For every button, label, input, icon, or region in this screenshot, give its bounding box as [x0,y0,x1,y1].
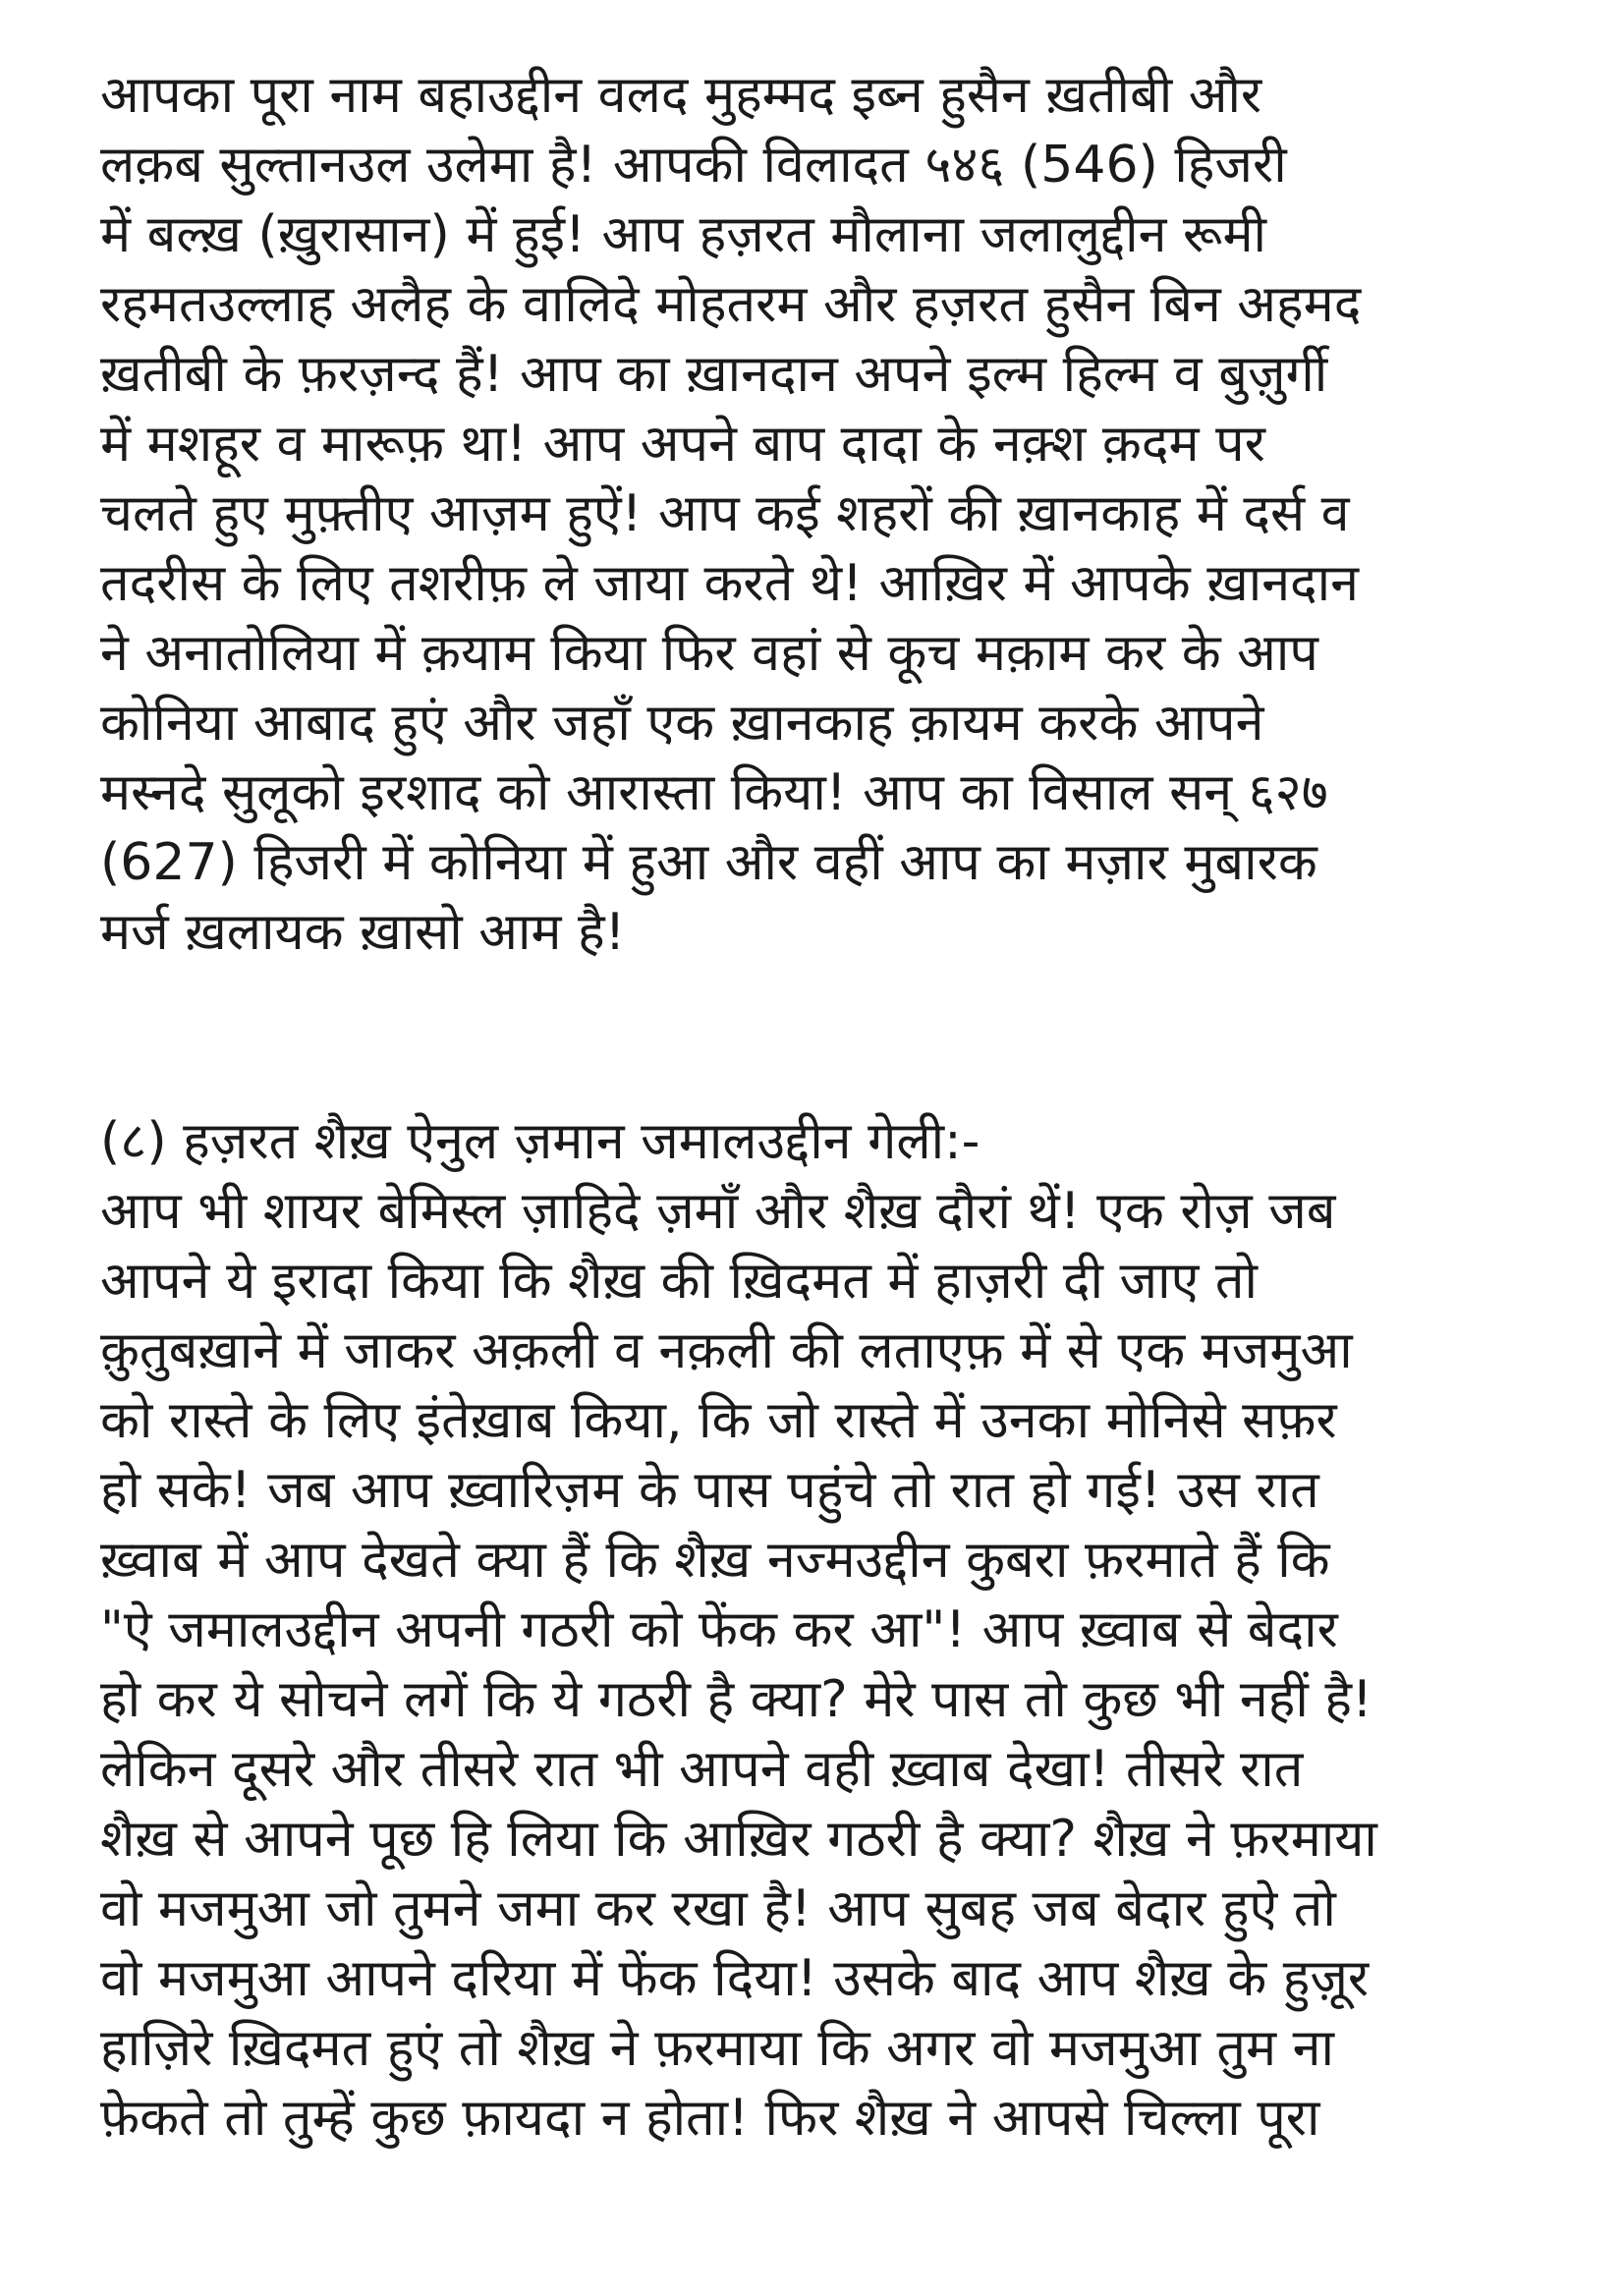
text-line: आपका पूरा नाम बहाउद्दीन वलद मुहम्मद इब्न हुसैन ख़तीबी और [100,66,1262,125]
text-line: (627) हिजरी में कोनिया में हुआ और वहीं आप का मज़ार मुबारक [100,833,1317,892]
section-8-paragraph [100,1107,1549,2154]
text-line: वो मजमुआ आपने दरिया में फेंक दिया! उसके बाद आप शैख़ के हुज़ूर [100,1949,1370,2008]
text-line: में बल्ख़ (ख़ुरासान) में हुई! आप हज़रत मौलाना जलालुद्दीन रूमी [100,205,1267,264]
text-line: लेकिन दूसरे और तीसरे रात भी आपने वही ख़्वाब देखा! तीसरे रात [100,1740,1304,1799]
text-line: कोनिया आबाद हुएं और जहाँ एक ख़ानकाह क़ायम करके आपने [100,694,1264,753]
text-line: "ऐ जमालउद्दीन अपनी गठरी को फेंक कर आ"! आप ख़्वाब से बेदार [100,1600,1338,1659]
text-line: मर्ज ख़लायक ख़ासो आम है! [100,903,626,962]
text-line: में मशहूर व मारूफ़ था! आप अपने बाप दादा के नक़्श क़दम पर [100,415,1265,474]
text-line: चलते हुए मुफ़्तीए आज़म हुऐं! आप कई शहरों की ख़ानकाह में दर्स व [100,484,1350,543]
text-line: क़ुतुबख़ाने में जाकर अक़ली व नक़ली की लताएफ़ में से एक मजमुआ [100,1321,1353,1380]
text-line: ख़्वाब में आप देखते क्या हैं कि शैख़ नज्मउद्दीन कुबरा फ़रमाते हैं कि [100,1531,1330,1590]
text-column [100,61,1549,2154]
text-line: वो मजमुआ जो तुमने जमा कर रखा है! आप सुबह जब बेदार हुऐ तो [100,1879,1336,1938]
text-line: को रास्ते के लिए इंतेख़ाब किया, कि जो रास्ते में उनका मोनिसे सफ़र [100,1391,1337,1450]
text-line: हो कर ये सोचने लगें कि ये गठरी है क्या? मेरे पास तो कुछ भी नहीं है! [100,1670,1372,1729]
text-line: ने अनातोलिया में क़याम किया फिर वहां से कूच मक़ाम कर के आप [100,624,1318,683]
section-heading: (८) हज़रत शैख़ ऐनुल ज़मान जमालउद्दीन गेली:- [100,1112,980,1171]
text-line: हाज़िरे ख़िदमत हुएं तो शैख़ ने फ़रमाया कि अगर वो मजमुआ तुम ना [100,2019,1334,2078]
biography-paragraph [100,61,1549,968]
text-line: मस्नदे सुलूको इरशाद को आरास्ता किया! आप का विसाल सन् ६२७ [100,763,1328,822]
text-line: हो सके! जब आप ख़्वारिज़म के पास पहुंचे तो रात हो गई! उस रात [100,1461,1319,1520]
text-line: शैख़ से आपने पूछ हि लिया कि आख़िर गठरी है क्या? शैख़ ने फ़रमाया [100,1810,1377,1869]
text-line: फ़ेकते तो तुम्हें कुछ फ़ायदा न होता! फिर शैख़ ने आपसे चिल्ला पूरा [100,2089,1320,2148]
text-line: लक़ब सुल्तानउल उलेमा है! आपकी विलादत ५४६ (546) हिजरी [100,136,1287,195]
text-line: ख़तीबी के फ़रज़न्द हैं! आप का ख़ानदान अपने इल्म हिल्म व बुज़ुर्गी [100,345,1328,404]
text-line: रहमतउल्लाह अलैह के वालिदे मोहतरम और हज़रत हुसैन बिन अहमद [100,275,1362,334]
text-line: आपने ये इरादा किया कि शैख़ की ख़िदमत में हाज़री दी जाए तो [100,1252,1258,1311]
text-line: तदरीस के लिए तशरीफ़ ले जाया करते थे! आख़िर में आपके ख़ानदान [100,554,1359,613]
text-line: आप भी शायर बेमिस्ल ज़ाहिदे ज़माँ और शैख़ दौरां थें! एक रोज़ जब [100,1182,1336,1241]
